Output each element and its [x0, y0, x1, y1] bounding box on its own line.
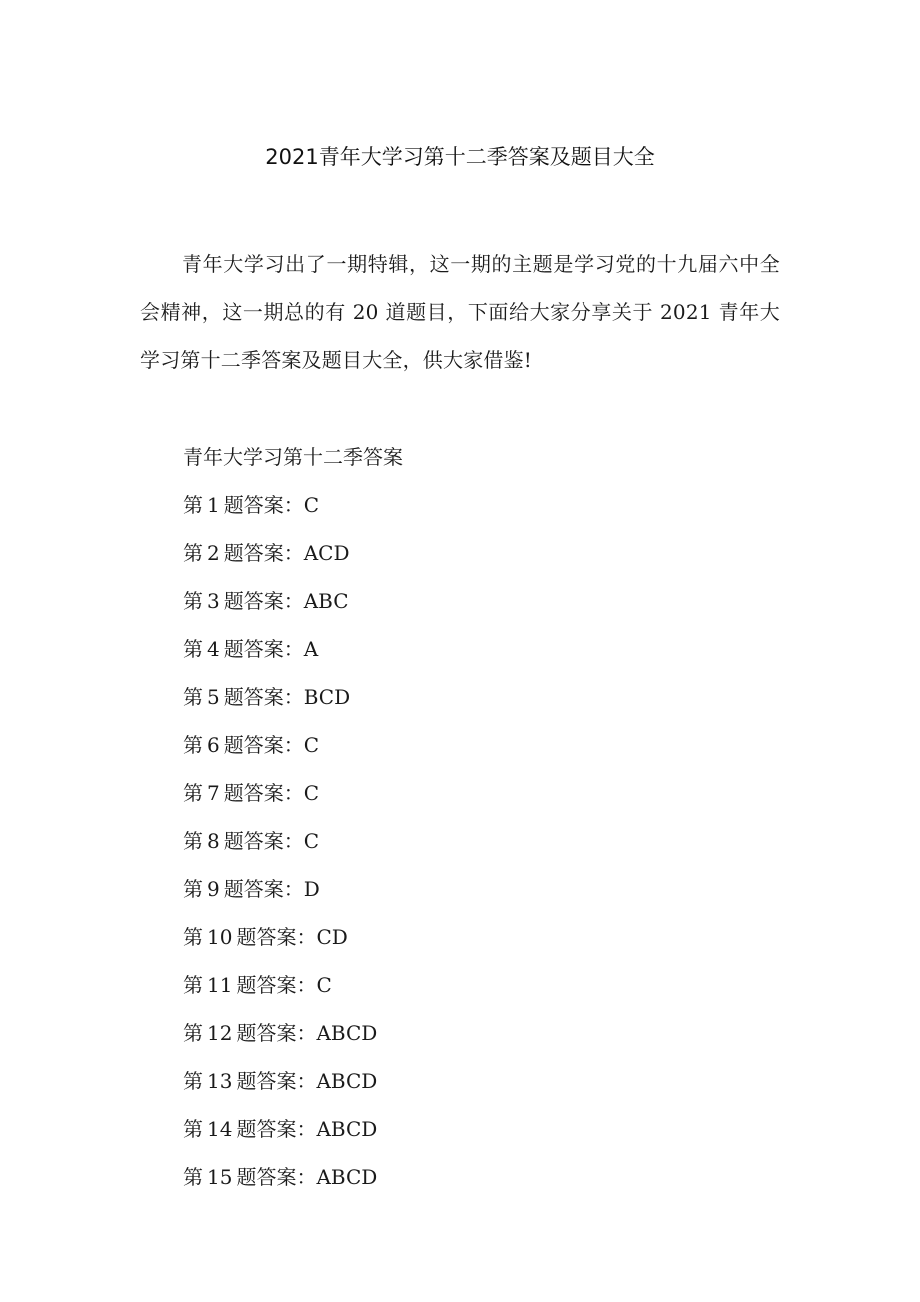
question-number: 2 — [207, 541, 220, 565]
answer-label: 题答案： — [236, 1021, 317, 1045]
answer-line — [183, 529, 403, 577]
answer-line — [183, 913, 403, 961]
answer-value: ABCD — [316, 1021, 378, 1045]
question-number: 12 — [207, 1021, 233, 1045]
answer-label: 题答案： — [236, 1117, 317, 1141]
answer-prefix: 第 — [183, 1069, 203, 1093]
answer-line — [183, 625, 403, 673]
question-number: 14 — [207, 1117, 233, 1141]
answer-value: ABC — [303, 589, 349, 613]
answer-label: 题答案： — [223, 733, 304, 757]
question-number: 6 — [207, 733, 220, 757]
question-number: 10 — [207, 925, 233, 949]
answer-value: C — [303, 493, 320, 517]
question-number: 5 — [207, 685, 220, 709]
answer-value: BCD — [303, 685, 351, 709]
document-title: 2021青年大学习第十二季答案及题目大全 — [265, 145, 655, 169]
answer-prefix: 第 — [183, 829, 203, 853]
answer-prefix: 第 — [183, 733, 203, 757]
answer-line — [183, 1105, 403, 1153]
answer-value: A — [303, 637, 319, 661]
answer-value: ACD — [303, 541, 350, 565]
answer-prefix: 第 — [183, 1165, 203, 1189]
answer-label: 题答案： — [223, 493, 304, 517]
answer-line — [183, 769, 403, 817]
question-number: 13 — [207, 1069, 233, 1093]
answer-prefix: 第 — [183, 637, 203, 661]
answer-value: CD — [316, 925, 348, 949]
answer-prefix: 第 — [183, 781, 203, 805]
answer-line — [183, 1009, 403, 1057]
answer-label: 题答案： — [236, 1069, 317, 1093]
answer-prefix: 第 — [183, 925, 203, 949]
answer-label: 题答案： — [223, 685, 304, 709]
answer-prefix: 第 — [183, 493, 203, 517]
answer-value: C — [303, 829, 320, 853]
answer-label: 题答案： — [236, 1165, 317, 1189]
answer-value: D — [303, 877, 320, 901]
answer-label: 题答案： — [223, 781, 304, 805]
answer-label: 题答案： — [236, 925, 317, 949]
question-number: 9 — [207, 877, 220, 901]
question-number: 4 — [207, 637, 220, 661]
answer-prefix: 第 — [183, 1021, 203, 1045]
answer-label: 题答案： — [236, 973, 317, 997]
answer-label: 题答案： — [223, 589, 304, 613]
answer-label: 题答案： — [223, 637, 304, 661]
answer-value: C — [303, 781, 320, 805]
answer-value: C — [316, 973, 332, 997]
question-number: 1 — [207, 493, 220, 517]
answer-line — [183, 577, 403, 625]
answers-section — [183, 433, 403, 1201]
answer-line — [183, 721, 403, 769]
answer-label: 题答案： — [223, 541, 304, 565]
answer-prefix: 第 — [183, 973, 203, 997]
answer-prefix: 第 — [183, 685, 203, 709]
answer-label: 题答案： — [223, 829, 304, 853]
answer-prefix: 第 — [183, 1117, 203, 1141]
question-number: 3 — [207, 589, 220, 613]
question-number: 7 — [207, 781, 220, 805]
answer-line — [183, 817, 403, 865]
answers-heading: 青年大学习第十二季答案 — [183, 445, 403, 469]
answer-value: ABCD — [316, 1069, 378, 1093]
answer-value: ABCD — [316, 1117, 378, 1141]
intro-paragraph: 青年大学习出了一期特辑，这一期的主题是学习党的十九届六中全会精神，这一期总的有 20 道题目，下面给大家分享关于 2021 青年大学习第十二季答案及题目大全，供大家借鉴! — [140, 252, 780, 372]
answer-line — [183, 481, 403, 529]
answer-line — [183, 961, 403, 1009]
answer-line — [183, 865, 403, 913]
answer-prefix: 第 — [183, 541, 203, 565]
answer-value: ABCD — [316, 1165, 378, 1189]
answer-line — [183, 1153, 403, 1201]
answer-line — [183, 1057, 403, 1105]
answer-value: C — [303, 733, 320, 757]
answer-line — [183, 673, 403, 721]
question-number: 15 — [207, 1165, 233, 1189]
answer-label: 题答案： — [223, 877, 304, 901]
answer-prefix: 第 — [183, 589, 203, 613]
question-number: 8 — [207, 829, 220, 853]
question-number: 11 — [207, 973, 233, 997]
answer-prefix: 第 — [183, 877, 203, 901]
